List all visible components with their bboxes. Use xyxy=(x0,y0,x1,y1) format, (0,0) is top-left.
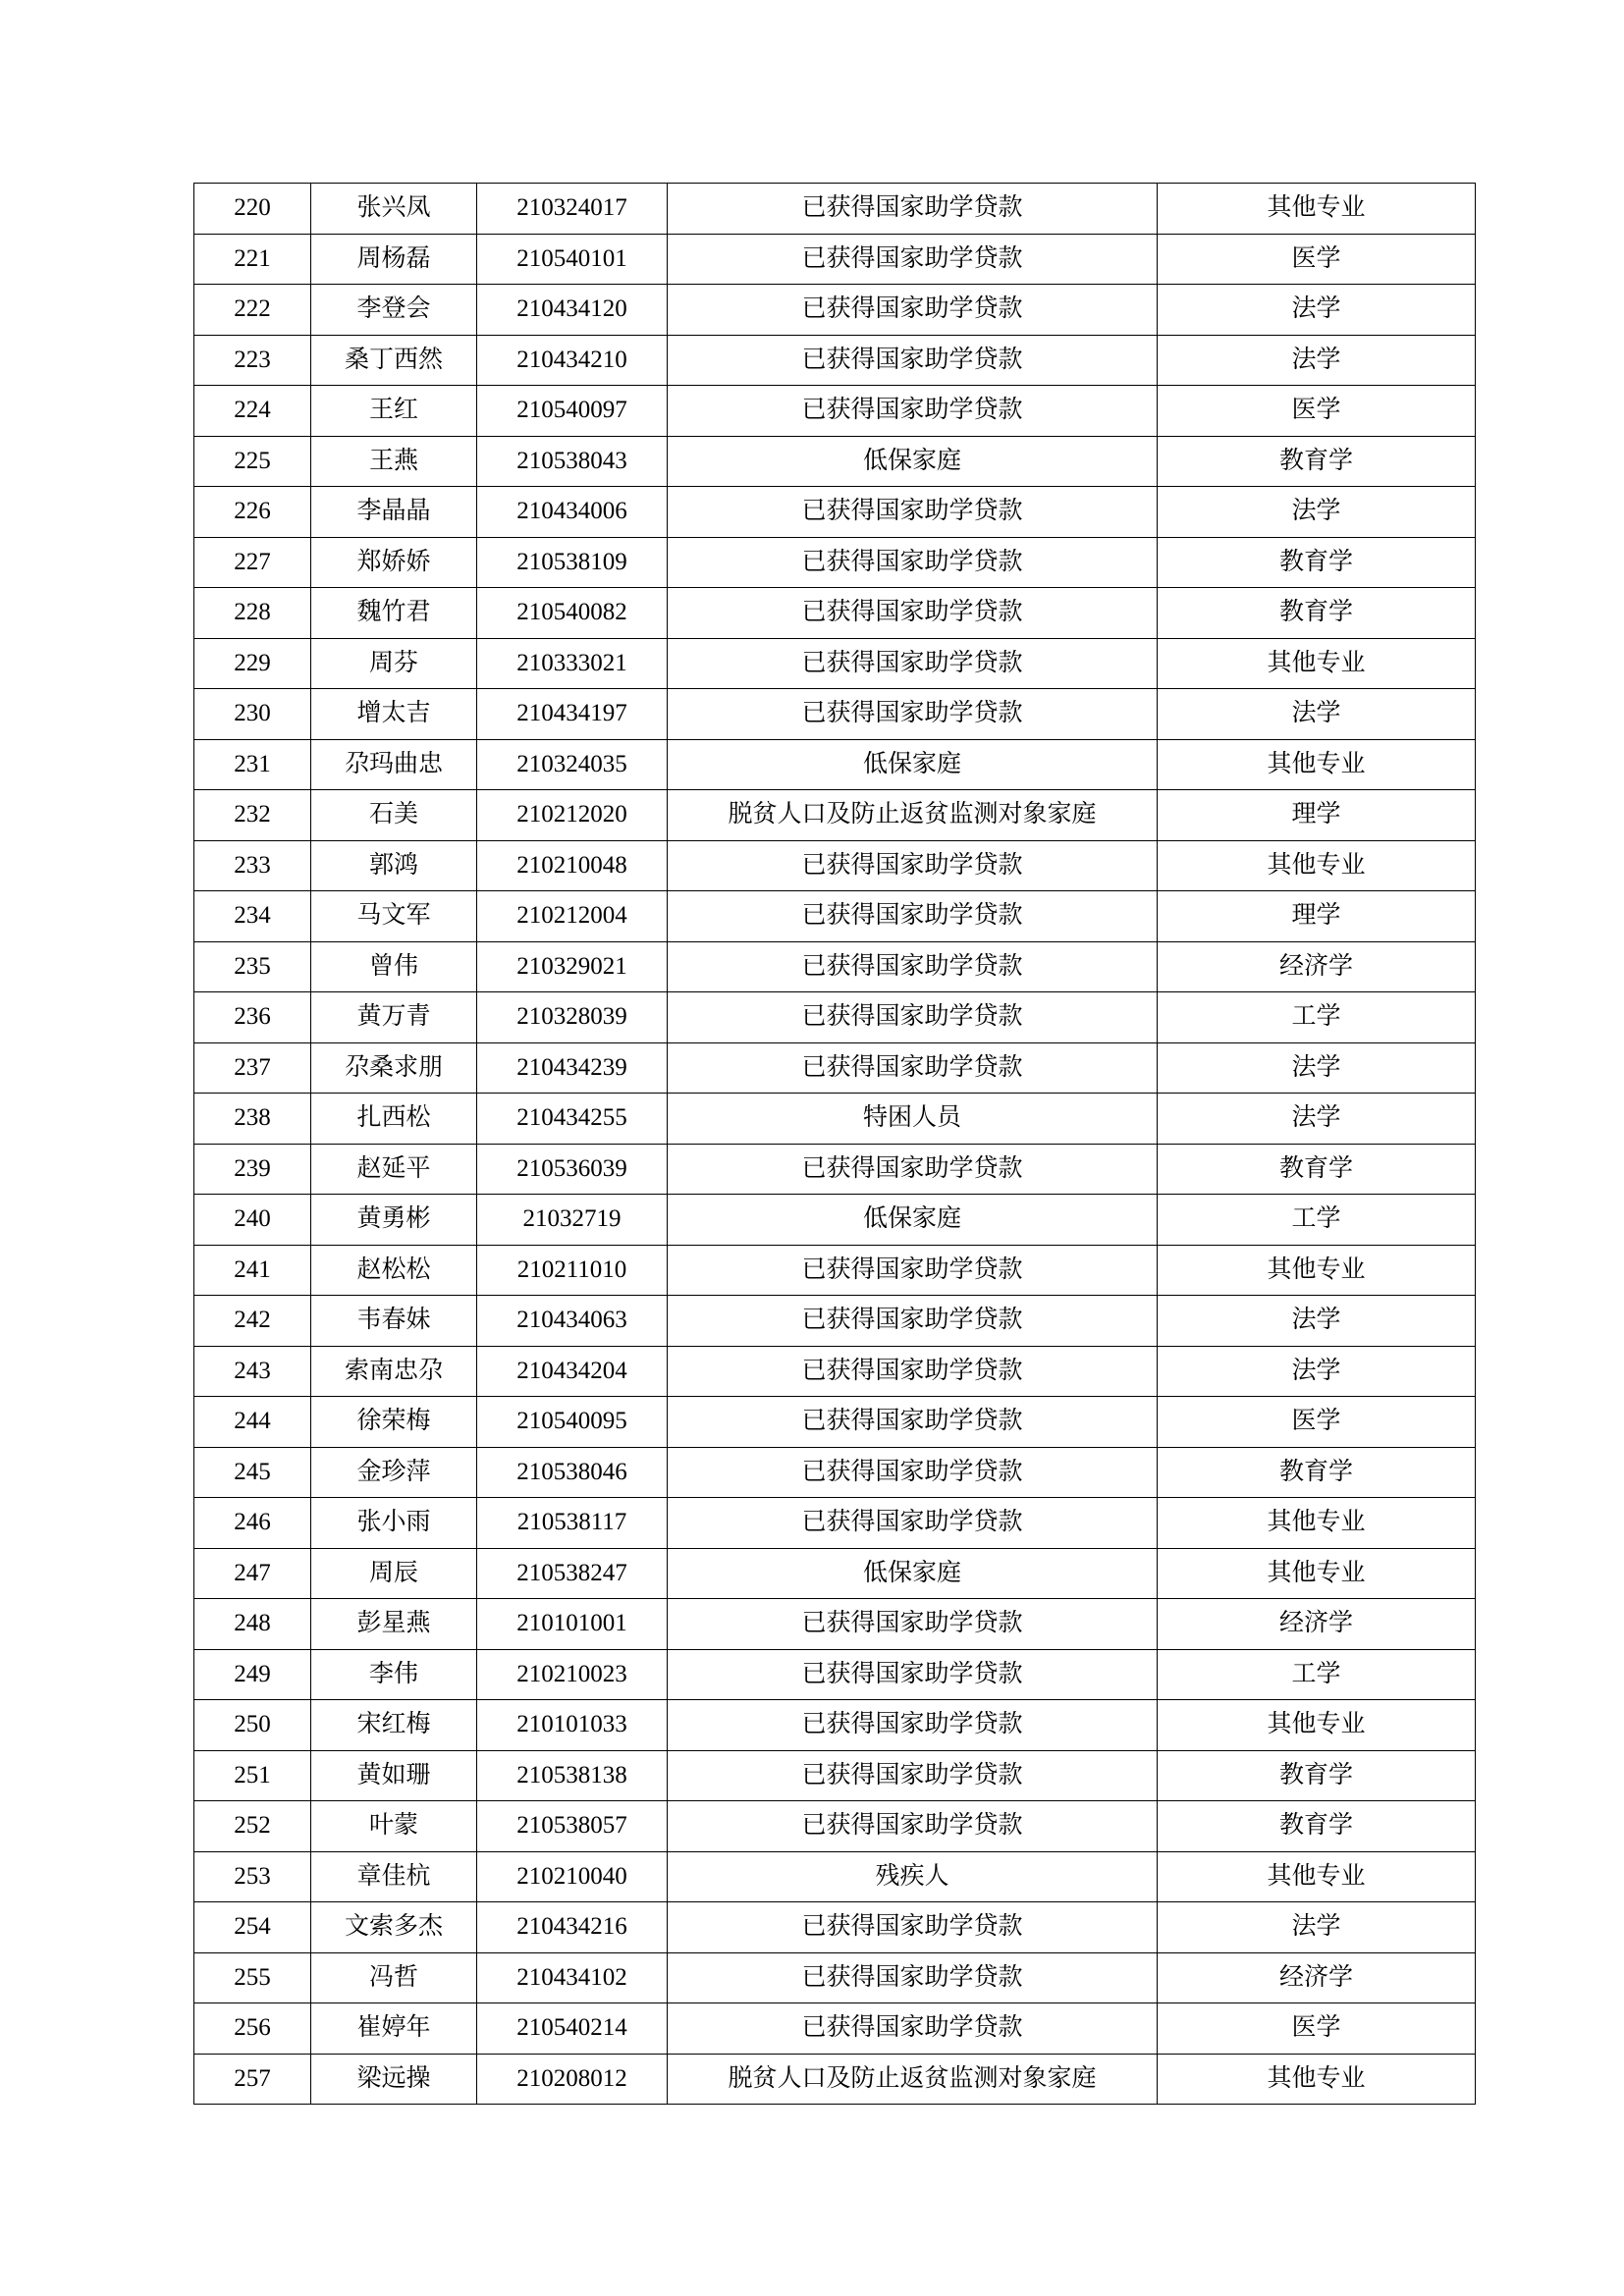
eligibility-reason-cell: 已获得国家助学贷款 xyxy=(668,1296,1158,1347)
eligibility-reason-cell: 低保家庭 xyxy=(668,739,1158,790)
student-name-cell: 黄勇彬 xyxy=(311,1195,477,1246)
major-cell: 其他专业 xyxy=(1158,184,1476,235)
student-name-cell: 彭星燕 xyxy=(311,1599,477,1650)
eligibility-reason-cell: 残疾人 xyxy=(668,1851,1158,1902)
table-row xyxy=(194,689,1476,740)
eligibility-reason-cell: 已获得国家助学贷款 xyxy=(668,537,1158,588)
major-cell: 法学 xyxy=(1158,689,1476,740)
row-index-cell: 225 xyxy=(194,436,311,487)
row-index-cell: 244 xyxy=(194,1397,311,1448)
student-id-cell: 210211010 xyxy=(477,1245,668,1296)
roster-table xyxy=(193,183,1476,2105)
eligibility-reason-cell: 已获得国家助学贷款 xyxy=(668,1649,1158,1700)
student-id-cell: 210434006 xyxy=(477,487,668,538)
table-row xyxy=(194,790,1476,841)
major-cell: 其他专业 xyxy=(1158,1700,1476,1751)
major-cell: 法学 xyxy=(1158,487,1476,538)
row-index-cell: 231 xyxy=(194,739,311,790)
student-id-cell: 210101033 xyxy=(477,1700,668,1751)
major-cell: 法学 xyxy=(1158,1042,1476,1094)
student-id-cell: 210538057 xyxy=(477,1801,668,1852)
row-index-cell: 232 xyxy=(194,790,311,841)
major-cell: 教育学 xyxy=(1158,1144,1476,1195)
major-cell: 工学 xyxy=(1158,992,1476,1043)
eligibility-reason-cell: 已获得国家助学贷款 xyxy=(668,992,1158,1043)
row-index-cell: 228 xyxy=(194,588,311,639)
table-row xyxy=(194,1498,1476,1549)
major-cell: 经济学 xyxy=(1158,1952,1476,2003)
row-index-cell: 238 xyxy=(194,1094,311,1145)
major-cell: 法学 xyxy=(1158,1094,1476,1145)
student-id-cell: 210324017 xyxy=(477,184,668,235)
row-index-cell: 240 xyxy=(194,1195,311,1246)
student-name-cell: 郭鸿 xyxy=(311,840,477,891)
eligibility-reason-cell: 已获得国家助学贷款 xyxy=(668,1144,1158,1195)
student-id-cell: 210434239 xyxy=(477,1042,668,1094)
row-index-cell: 243 xyxy=(194,1346,311,1397)
table-row xyxy=(194,1700,1476,1751)
table-row xyxy=(194,1296,1476,1347)
table-row xyxy=(194,285,1476,336)
table-row xyxy=(194,1144,1476,1195)
table-row xyxy=(194,1094,1476,1145)
major-cell: 其他专业 xyxy=(1158,2054,1476,2105)
major-cell: 教育学 xyxy=(1158,1750,1476,1801)
table-row xyxy=(194,184,1476,235)
student-id-cell: 21032719 xyxy=(477,1195,668,1246)
row-index-cell: 247 xyxy=(194,1548,311,1599)
student-id-cell: 210540082 xyxy=(477,588,668,639)
row-index-cell: 239 xyxy=(194,1144,311,1195)
eligibility-reason-cell: 已获得国家助学贷款 xyxy=(668,1902,1158,1953)
student-id-cell: 210434063 xyxy=(477,1296,668,1347)
student-id-cell: 210538109 xyxy=(477,537,668,588)
major-cell: 法学 xyxy=(1158,1902,1476,1953)
student-name-cell: 索南忠尕 xyxy=(311,1346,477,1397)
student-name-cell: 尕桑求朋 xyxy=(311,1042,477,1094)
table-row xyxy=(194,1750,1476,1801)
table-row xyxy=(194,891,1476,942)
student-id-cell: 210329021 xyxy=(477,941,668,992)
eligibility-reason-cell: 已获得国家助学贷款 xyxy=(668,487,1158,538)
eligibility-reason-cell: 已获得国家助学贷款 xyxy=(668,941,1158,992)
student-id-cell: 210540214 xyxy=(477,2003,668,2055)
student-id-cell: 210540095 xyxy=(477,1397,668,1448)
eligibility-reason-cell: 已获得国家助学贷款 xyxy=(668,1042,1158,1094)
table-row xyxy=(194,386,1476,437)
student-id-cell: 210210048 xyxy=(477,840,668,891)
table-row xyxy=(194,941,1476,992)
major-cell: 教育学 xyxy=(1158,1447,1476,1498)
student-name-cell: 扎西松 xyxy=(311,1094,477,1145)
table-row xyxy=(194,1952,1476,2003)
table-row xyxy=(194,1195,1476,1246)
table-row xyxy=(194,2054,1476,2105)
student-id-cell: 210434210 xyxy=(477,335,668,386)
eligibility-reason-cell: 已获得国家助学贷款 xyxy=(668,638,1158,689)
student-name-cell: 黄万青 xyxy=(311,992,477,1043)
student-id-cell: 210538247 xyxy=(477,1548,668,1599)
eligibility-reason-cell: 已获得国家助学贷款 xyxy=(668,335,1158,386)
row-index-cell: 220 xyxy=(194,184,311,235)
table-row xyxy=(194,1447,1476,1498)
student-name-cell: 李晶晶 xyxy=(311,487,477,538)
row-index-cell: 246 xyxy=(194,1498,311,1549)
student-id-cell: 210538117 xyxy=(477,1498,668,1549)
student-name-cell: 徐荣梅 xyxy=(311,1397,477,1448)
student-id-cell: 210210040 xyxy=(477,1851,668,1902)
student-name-cell: 尕玛曲忠 xyxy=(311,739,477,790)
row-index-cell: 250 xyxy=(194,1700,311,1751)
major-cell: 其他专业 xyxy=(1158,1548,1476,1599)
major-cell: 法学 xyxy=(1158,335,1476,386)
row-index-cell: 245 xyxy=(194,1447,311,1498)
table-row xyxy=(194,1346,1476,1397)
major-cell: 其他专业 xyxy=(1158,840,1476,891)
student-name-cell: 冯哲 xyxy=(311,1952,477,2003)
major-cell: 法学 xyxy=(1158,285,1476,336)
roster-table-body xyxy=(194,184,1476,2105)
student-name-cell: 韦春妹 xyxy=(311,1296,477,1347)
student-name-cell: 宋红梅 xyxy=(311,1700,477,1751)
student-name-cell: 梁远操 xyxy=(311,2054,477,2105)
row-index-cell: 223 xyxy=(194,335,311,386)
table-row xyxy=(194,335,1476,386)
student-id-cell: 210101001 xyxy=(477,1599,668,1650)
row-index-cell: 226 xyxy=(194,487,311,538)
student-name-cell: 周杨磊 xyxy=(311,234,477,285)
row-index-cell: 233 xyxy=(194,840,311,891)
row-index-cell: 224 xyxy=(194,386,311,437)
student-id-cell: 210538138 xyxy=(477,1750,668,1801)
row-index-cell: 254 xyxy=(194,1902,311,1953)
row-index-cell: 235 xyxy=(194,941,311,992)
table-row xyxy=(194,1042,1476,1094)
eligibility-reason-cell: 已获得国家助学贷款 xyxy=(668,1952,1158,2003)
student-id-cell: 210538043 xyxy=(477,436,668,487)
major-cell: 工学 xyxy=(1158,1195,1476,1246)
student-id-cell: 210324035 xyxy=(477,739,668,790)
student-name-cell: 张小雨 xyxy=(311,1498,477,1549)
row-index-cell: 230 xyxy=(194,689,311,740)
student-name-cell: 崔婷年 xyxy=(311,2003,477,2055)
eligibility-reason-cell: 已获得国家助学贷款 xyxy=(668,1599,1158,1650)
student-id-cell: 210536039 xyxy=(477,1144,668,1195)
eligibility-reason-cell: 已获得国家助学贷款 xyxy=(668,1498,1158,1549)
eligibility-reason-cell: 已获得国家助学贷款 xyxy=(668,1700,1158,1751)
table-row xyxy=(194,1245,1476,1296)
eligibility-reason-cell: 已获得国家助学贷款 xyxy=(668,1447,1158,1498)
student-name-cell: 王红 xyxy=(311,386,477,437)
row-index-cell: 256 xyxy=(194,2003,311,2055)
major-cell: 经济学 xyxy=(1158,941,1476,992)
major-cell: 理学 xyxy=(1158,790,1476,841)
student-id-cell: 210434255 xyxy=(477,1094,668,1145)
eligibility-reason-cell: 已获得国家助学贷款 xyxy=(668,1750,1158,1801)
row-index-cell: 253 xyxy=(194,1851,311,1902)
major-cell: 法学 xyxy=(1158,1346,1476,1397)
eligibility-reason-cell: 已获得国家助学贷款 xyxy=(668,1801,1158,1852)
eligibility-reason-cell: 已获得国家助学贷款 xyxy=(668,2003,1158,2055)
student-id-cell: 210333021 xyxy=(477,638,668,689)
student-name-cell: 李登会 xyxy=(311,285,477,336)
major-cell: 经济学 xyxy=(1158,1599,1476,1650)
major-cell: 理学 xyxy=(1158,891,1476,942)
major-cell: 教育学 xyxy=(1158,537,1476,588)
row-index-cell: 251 xyxy=(194,1750,311,1801)
eligibility-reason-cell: 已获得国家助学贷款 xyxy=(668,234,1158,285)
student-id-cell: 210210023 xyxy=(477,1649,668,1700)
major-cell: 教育学 xyxy=(1158,588,1476,639)
row-index-cell: 227 xyxy=(194,537,311,588)
row-index-cell: 257 xyxy=(194,2054,311,2105)
eligibility-reason-cell: 脱贫人口及防止返贫监测对象家庭 xyxy=(668,2054,1158,2105)
major-cell: 医学 xyxy=(1158,2003,1476,2055)
table-row xyxy=(194,1397,1476,1448)
student-id-cell: 210434204 xyxy=(477,1346,668,1397)
row-index-cell: 234 xyxy=(194,891,311,942)
major-cell: 其他专业 xyxy=(1158,1851,1476,1902)
eligibility-reason-cell: 已获得国家助学贷款 xyxy=(668,386,1158,437)
table-row xyxy=(194,588,1476,639)
student-name-cell: 周芬 xyxy=(311,638,477,689)
table-row xyxy=(194,436,1476,487)
table-row xyxy=(194,1851,1476,1902)
student-name-cell: 桑丁西然 xyxy=(311,335,477,386)
student-id-cell: 210212004 xyxy=(477,891,668,942)
student-name-cell: 赵延平 xyxy=(311,1144,477,1195)
row-index-cell: 252 xyxy=(194,1801,311,1852)
eligibility-reason-cell: 已获得国家助学贷款 xyxy=(668,840,1158,891)
student-name-cell: 王燕 xyxy=(311,436,477,487)
student-id-cell: 210208012 xyxy=(477,2054,668,2105)
student-name-cell: 增太吉 xyxy=(311,689,477,740)
table-row xyxy=(194,537,1476,588)
eligibility-reason-cell: 脱贫人口及防止返贫监测对象家庭 xyxy=(668,790,1158,841)
student-name-cell: 叶蒙 xyxy=(311,1801,477,1852)
student-id-cell: 210540097 xyxy=(477,386,668,437)
student-name-cell: 周辰 xyxy=(311,1548,477,1599)
eligibility-reason-cell: 已获得国家助学贷款 xyxy=(668,1346,1158,1397)
table-row xyxy=(194,1649,1476,1700)
eligibility-reason-cell: 低保家庭 xyxy=(668,1195,1158,1246)
student-name-cell: 文索多杰 xyxy=(311,1902,477,1953)
eligibility-reason-cell: 特困人员 xyxy=(668,1094,1158,1145)
major-cell: 其他专业 xyxy=(1158,1245,1476,1296)
major-cell: 法学 xyxy=(1158,1296,1476,1347)
row-index-cell: 229 xyxy=(194,638,311,689)
row-index-cell: 221 xyxy=(194,234,311,285)
row-index-cell: 241 xyxy=(194,1245,311,1296)
roster-table-wrapper xyxy=(193,183,1431,2105)
row-index-cell: 242 xyxy=(194,1296,311,1347)
student-name-cell: 张兴凤 xyxy=(311,184,477,235)
eligibility-reason-cell: 已获得国家助学贷款 xyxy=(668,1245,1158,1296)
major-cell: 教育学 xyxy=(1158,436,1476,487)
student-id-cell: 210538046 xyxy=(477,1447,668,1498)
major-cell: 医学 xyxy=(1158,1397,1476,1448)
table-row xyxy=(194,992,1476,1043)
student-id-cell: 210434102 xyxy=(477,1952,668,2003)
table-row xyxy=(194,1548,1476,1599)
student-name-cell: 石美 xyxy=(311,790,477,841)
row-index-cell: 222 xyxy=(194,285,311,336)
major-cell: 教育学 xyxy=(1158,1801,1476,1852)
eligibility-reason-cell: 已获得国家助学贷款 xyxy=(668,1397,1158,1448)
row-index-cell: 236 xyxy=(194,992,311,1043)
student-name-cell: 章佳杭 xyxy=(311,1851,477,1902)
student-id-cell: 210328039 xyxy=(477,992,668,1043)
row-index-cell: 249 xyxy=(194,1649,311,1700)
eligibility-reason-cell: 低保家庭 xyxy=(668,1548,1158,1599)
table-row xyxy=(194,2003,1476,2055)
table-row xyxy=(194,638,1476,689)
major-cell: 医学 xyxy=(1158,234,1476,285)
eligibility-reason-cell: 低保家庭 xyxy=(668,436,1158,487)
student-id-cell: 210212020 xyxy=(477,790,668,841)
table-row xyxy=(194,1801,1476,1852)
eligibility-reason-cell: 已获得国家助学贷款 xyxy=(668,588,1158,639)
student-name-cell: 曾伟 xyxy=(311,941,477,992)
student-name-cell: 郑娇娇 xyxy=(311,537,477,588)
student-name-cell: 黄如珊 xyxy=(311,1750,477,1801)
student-name-cell: 李伟 xyxy=(311,1649,477,1700)
student-id-cell: 210540101 xyxy=(477,234,668,285)
row-index-cell: 237 xyxy=(194,1042,311,1094)
major-cell: 医学 xyxy=(1158,386,1476,437)
student-id-cell: 210434197 xyxy=(477,689,668,740)
eligibility-reason-cell: 已获得国家助学贷款 xyxy=(668,689,1158,740)
eligibility-reason-cell: 已获得国家助学贷款 xyxy=(668,285,1158,336)
student-name-cell: 赵松松 xyxy=(311,1245,477,1296)
row-index-cell: 248 xyxy=(194,1599,311,1650)
major-cell: 其他专业 xyxy=(1158,638,1476,689)
major-cell: 其他专业 xyxy=(1158,739,1476,790)
eligibility-reason-cell: 已获得国家助学贷款 xyxy=(668,184,1158,235)
row-index-cell: 255 xyxy=(194,1952,311,2003)
table-row xyxy=(194,739,1476,790)
student-name-cell: 金珍萍 xyxy=(311,1447,477,1498)
table-row xyxy=(194,840,1476,891)
table-row xyxy=(194,1599,1476,1650)
student-id-cell: 210434120 xyxy=(477,285,668,336)
student-name-cell: 魏竹君 xyxy=(311,588,477,639)
major-cell: 其他专业 xyxy=(1158,1498,1476,1549)
table-row xyxy=(194,234,1476,285)
eligibility-reason-cell: 已获得国家助学贷款 xyxy=(668,891,1158,942)
student-id-cell: 210434216 xyxy=(477,1902,668,1953)
student-name-cell: 马文军 xyxy=(311,891,477,942)
table-row xyxy=(194,487,1476,538)
major-cell: 工学 xyxy=(1158,1649,1476,1700)
table-row xyxy=(194,1902,1476,1953)
